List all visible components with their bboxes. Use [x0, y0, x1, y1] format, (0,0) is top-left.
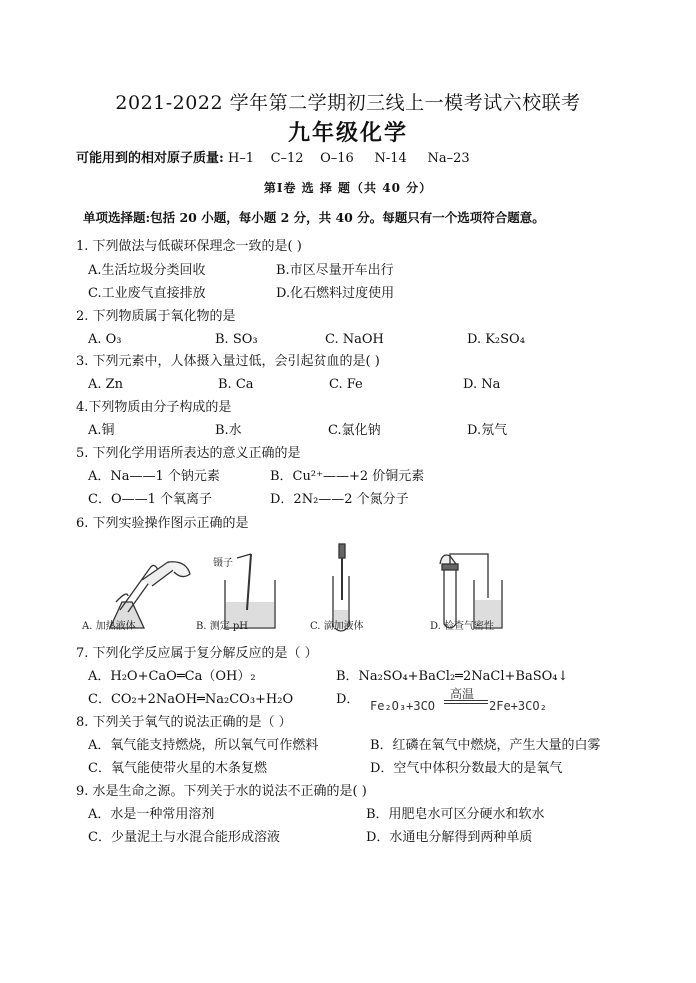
- section-title: 第Ⅰ卷 选 择 题（共 40 分）: [263, 181, 433, 195]
- option-d-products: 2Fe+3CO₂: [489, 699, 547, 713]
- option: A．Na——1 个钠元素: [88, 469, 220, 484]
- option: A．水是一种常用溶剂: [88, 807, 215, 822]
- option: B. SO₃: [215, 332, 258, 347]
- option: C．少量泥土与水混合能形成溶液: [88, 830, 280, 845]
- figure-d-caption: D. 检查气密性: [430, 621, 495, 632]
- question-stem: 8. 下列关于氧气的说法正确的是（ ）: [76, 715, 292, 730]
- question-stem: 9. 水是生命之源。下列关于水的说法不正确的是( ): [76, 784, 367, 799]
- option: C. Fe: [329, 377, 363, 392]
- option: D．: [336, 692, 360, 707]
- option: A.生活垃圾分类回收: [88, 263, 206, 278]
- option: D.化石燃料过度使用: [276, 286, 395, 301]
- option: B．红磷在氧气中燃烧，产生大量的白雾: [370, 738, 601, 753]
- reaction-arrow-line: [444, 700, 488, 701]
- option: C．CO₂+2NaOH═Na₂CO₃+H₂O: [88, 692, 294, 707]
- reaction-arrow-line: [444, 703, 488, 704]
- option-d-condition: 高温: [450, 687, 475, 701]
- exam-subject: 九年级化学: [287, 121, 408, 146]
- figure-c-caption: C. 滴加液体: [310, 621, 364, 632]
- option: A．氧气能支持燃烧，所以氧气可作燃料: [88, 738, 319, 753]
- atomic-masses-label: 可能用到的相对原子质量:: [76, 151, 224, 166]
- option: A.铜: [88, 423, 115, 438]
- option: B．用肥皂水可区分硬水和软水: [366, 807, 545, 822]
- option: D.氖气: [467, 423, 508, 438]
- option: D．2N₂——2 个氮分子: [270, 492, 409, 507]
- option: D．空气中体积分数最大的是氧气: [370, 761, 563, 776]
- exam-title: 2021-2022 学年第二学期初三线上一模考试六校联考: [115, 92, 581, 114]
- option: D. K₂SO₄: [467, 332, 525, 347]
- question-stem: 7. 下列化学反应属于复分解反应的是（ ）: [76, 646, 318, 661]
- option: A. Zn: [88, 377, 124, 392]
- option: C.工业废气直接排放: [88, 286, 206, 301]
- option: B．Cu²⁺——+2 价铜元素: [270, 469, 425, 484]
- question-stem: 1. 下列做法与低碳环保理念一致的是( ): [76, 239, 302, 254]
- tweezers-label: 镊子: [213, 558, 233, 569]
- figure-a-caption: A. 加热液体: [82, 621, 136, 632]
- atomic-masses-values: H–1 C–12 O–16 N-14 Na–23: [227, 151, 470, 166]
- option: D．水通电分解得到两种单质: [366, 830, 533, 845]
- option: C. NaOH: [325, 332, 384, 347]
- question-stem: 2. 下列物质属于氧化物的是: [76, 309, 236, 324]
- option: C．氧气能使带火星的木条复燃: [88, 761, 267, 776]
- figure-b-caption: B. 测定 pH: [196, 621, 249, 632]
- option: B.市区尽量开车出行: [276, 263, 394, 278]
- option: B. Ca: [218, 377, 254, 392]
- atomic-masses: [76, 150, 470, 168]
- option: D. Na: [463, 377, 501, 392]
- question-stem: 3. 下列元素中，人体摄入量过低，会引起贫血的是( ): [76, 354, 380, 369]
- question-stem: 6. 下列实验操作图示正确的是: [76, 516, 249, 531]
- section-instruction: 单项选择题:包括 20 小题，每小题 2 分，共 40 分。每题只有一个选项符合题意。: [83, 210, 545, 225]
- option: C.氯化钠: [328, 423, 381, 438]
- question-stem: 4.下列物质由分子构成的是: [76, 400, 232, 415]
- option: A. O₃: [88, 332, 122, 347]
- option: B.水: [215, 423, 242, 438]
- option: A．H₂O+CaO═Ca（OH）₂: [88, 669, 256, 684]
- option-d-reactants: Fe₂O₃+3CO: [370, 699, 436, 713]
- option: C．O——1 个氧离子: [88, 492, 213, 507]
- option: B．Na₂SO₄+BaCl₂═2NaCl+BaSO₄↓: [336, 669, 569, 684]
- question-stem: 5. 下列化学用语所表达的意义正确的是: [76, 446, 301, 461]
